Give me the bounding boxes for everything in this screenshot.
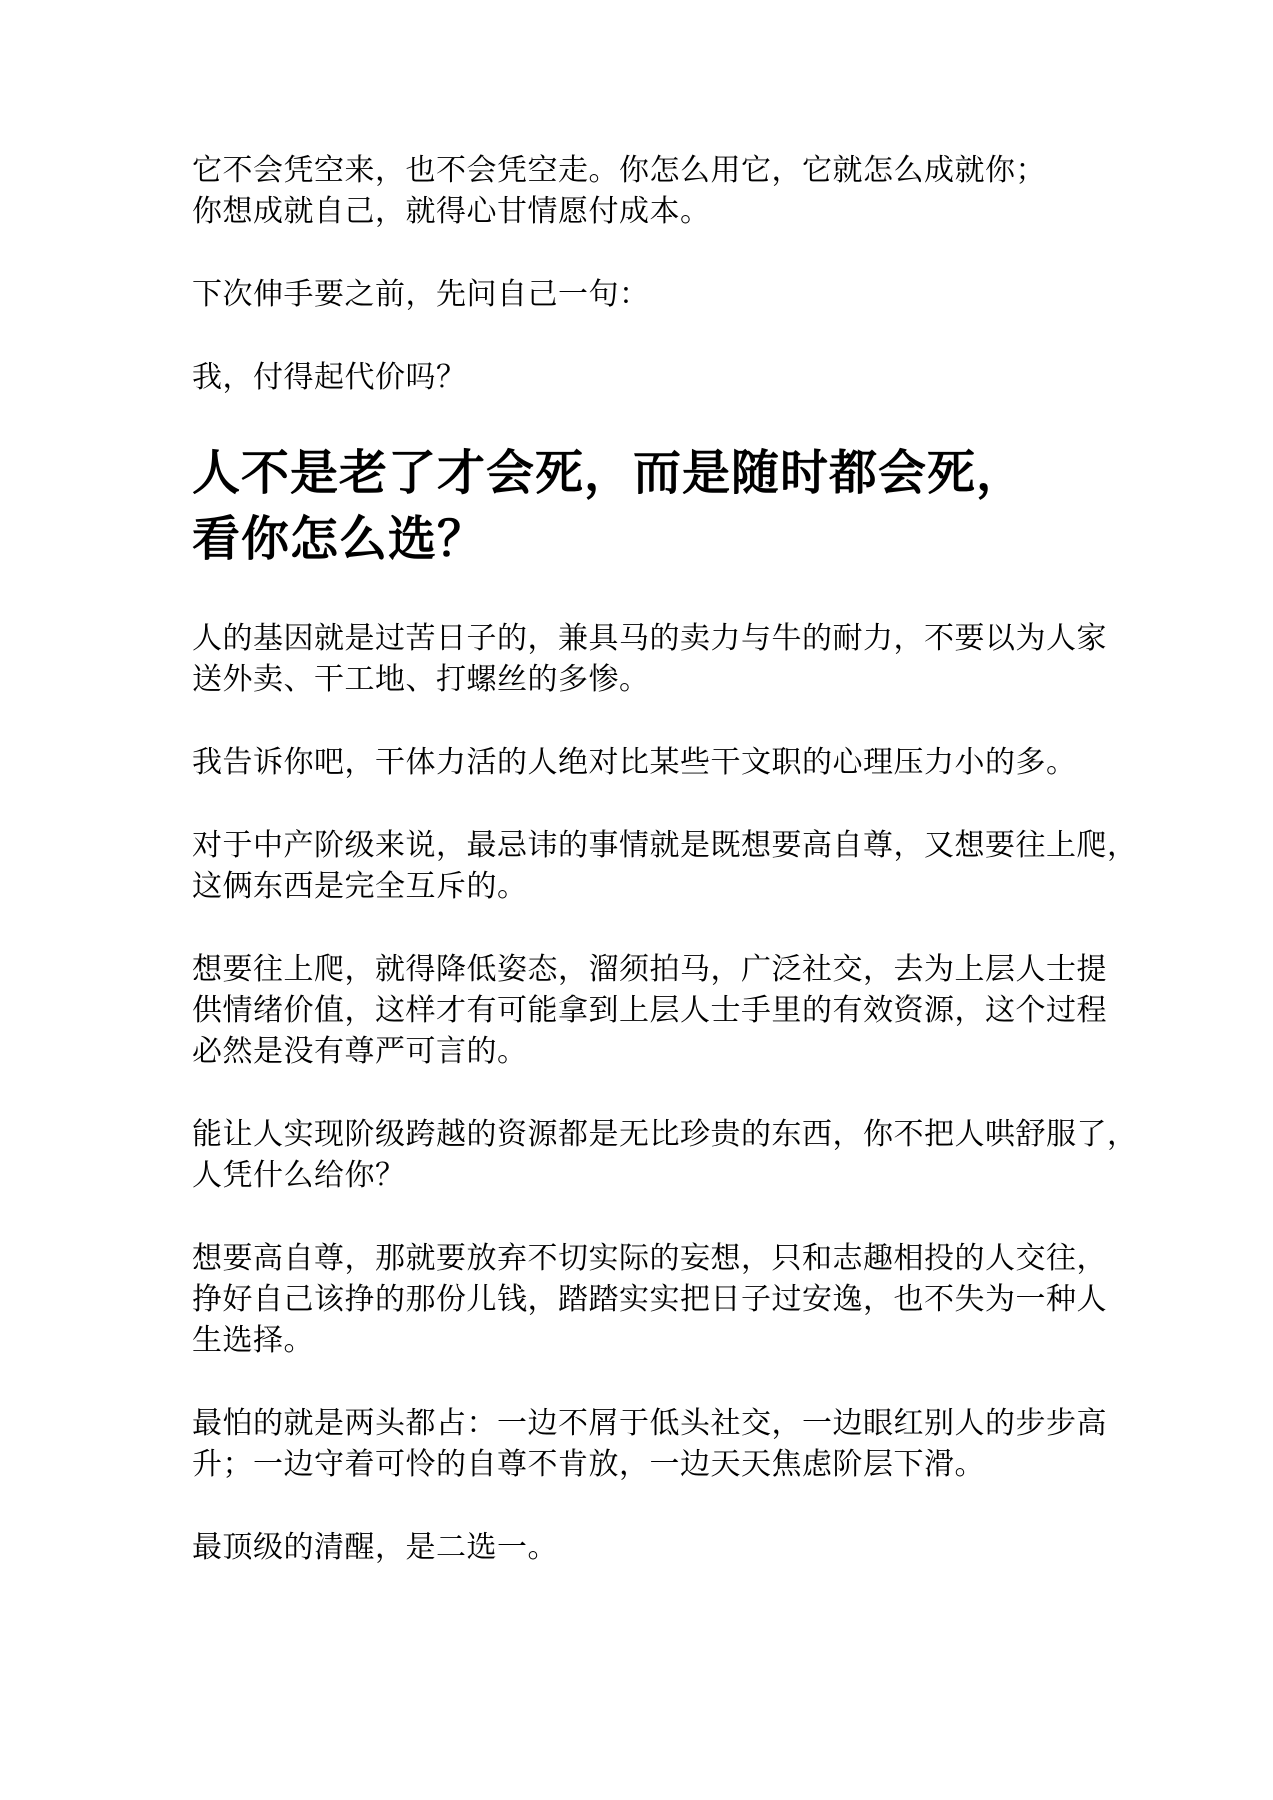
text-line: 你想成就自己，就得心甘情愿付成本。 (192, 194, 711, 229)
text-line: 生选择。 (192, 1323, 314, 1358)
article-content (192, 150, 1138, 1610)
text-line: 供情绪价值，这样才有可能拿到上层人士手里的有效资源，这个过程 (192, 993, 1107, 1028)
text-line: 最顶级的清醒，是二选一。 (192, 1530, 558, 1565)
body-paragraph-7 (192, 1403, 1107, 1485)
intro-paragraph-3 (192, 357, 1092, 398)
text-line: 最怕的就是两头都占：一边不屑于低头社交，一边眼红别人的步步高 (192, 1406, 1107, 1441)
body-paragraph-6 (192, 1238, 1107, 1361)
body-paragraph-8 (192, 1527, 1092, 1568)
body-paragraph-5 (192, 1114, 1138, 1196)
text-line: 对于中产阶级来说，最忌讳的事情就是既想要高自尊，又想要往上爬， (192, 828, 1138, 863)
heading-line: 看你怎么选？ (192, 511, 487, 567)
text-line: 人凭什么给你？ (192, 1158, 406, 1193)
text-line: 下次伸手要之前，先问自己一句： (192, 277, 650, 312)
body-paragraph-1 (192, 618, 1107, 700)
text-line: 我，付得起代价吗？ (192, 360, 467, 395)
text-line: 想要高自尊，那就要放弃不切实际的妄想，只和志趣相投的人交往， (192, 1241, 1107, 1276)
intro-paragraph-2 (192, 274, 1092, 315)
section-heading (192, 440, 1092, 572)
intro-paragraph-1 (192, 150, 1092, 232)
text-line: 升；一边守着可怜的自尊不肯放，一边天天焦虑阶层下滑。 (192, 1447, 985, 1482)
text-line: 想要往上爬，就得降低姿态，溜须拍马，广泛社交，去为上层人士提 (192, 952, 1107, 987)
heading-line: 人不是老了才会死，而是随时都会死， (192, 445, 1026, 501)
body-paragraph-3 (192, 825, 1138, 907)
text-line: 人的基因就是过苦日子的，兼具马的卖力与牛的耐力，不要以为人家 (192, 621, 1107, 656)
text-line: 送外卖、干工地、打螺丝的多惨。 (192, 662, 650, 697)
text-line: 它不会凭空来，也不会凭空走。你怎么用它，它就怎么成就你； (192, 153, 1046, 188)
text-line: 挣好自己该挣的那份儿钱，踏踏实实把日子过安逸，也不失为一种人 (192, 1282, 1107, 1317)
body-paragraph-4 (192, 949, 1107, 1072)
body-paragraph-2 (192, 742, 1092, 783)
text-line: 能让人实现阶级跨越的资源都是无比珍贵的东西，你不把人哄舒服了， (192, 1117, 1138, 1152)
text-line: 我告诉你吧，干体力活的人绝对比某些干文职的心理压力小的多。 (192, 745, 1077, 780)
text-line: 这俩东西是完全互斥的。 (192, 869, 528, 904)
text-line: 必然是没有尊严可言的。 (192, 1034, 528, 1069)
